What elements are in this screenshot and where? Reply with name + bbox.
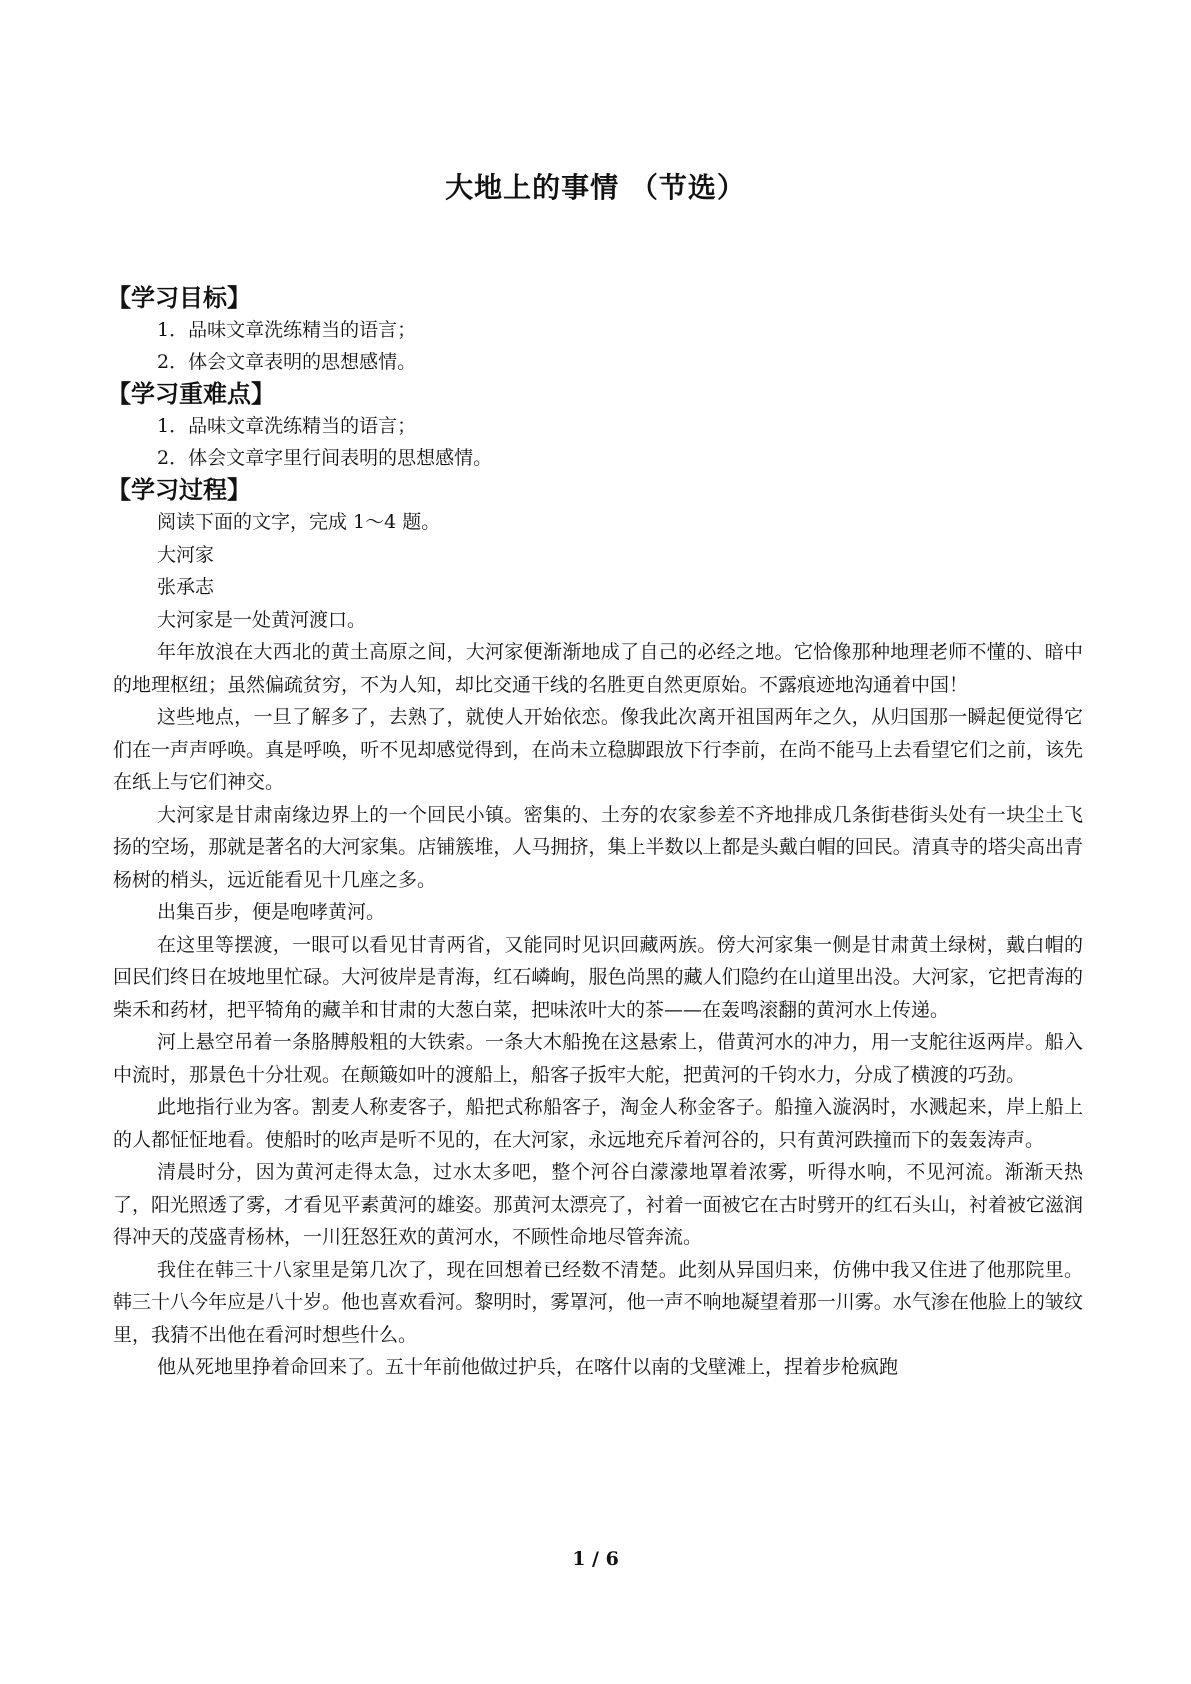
instruction-paragraph: 阅读下面的文字，完成 1～4 题。 xyxy=(157,511,441,533)
key-point-item: 2．体会文章字里行间表明的思想感情。 xyxy=(157,447,493,469)
section-heading-objectives: 【学习目标】 xyxy=(107,284,251,312)
objective-item: 2．体会文章表明的思想感情。 xyxy=(157,351,417,373)
body-paragraph: 大河家是一处黄河渡口。 xyxy=(157,608,367,631)
body-paragraph: 清晨时分，因为黄河走得太急，过水太多吧，整个河谷白濛濛地罩着浓雾，听得水响，不见河流。渐渐天热了，阳光照透了雾，才看见平素黄河的雄姿。那黄河太漂亮了，衬着一面被它在古时劈开的红石头山，衬着被它滋润得冲天的茂盛青杨林，一川狂怒狂欢的黄河水，不顾性命地尽管奔流。 xyxy=(113,1161,1083,1248)
body-paragraph: 他从死地里挣着命回来了。五十年前他做过护兵，在喀什以南的戈壁滩上，捏着步枪疯跑 xyxy=(157,1356,899,1378)
article-title: 大河家 xyxy=(157,543,215,566)
body-paragraph: 大河家是甘肃南缘边界上的一个回民小镇。密集的、土夯的农家参差不齐地排成几条街巷街头处有一块尘土飞扬的空场，那就是著名的大河家集。店铺簇堆，人马拥挤，集上半数以上都是头戴白帽的回民。清真寺的塔尖高出青杨树的梢头，远近能看见十几座之多。 xyxy=(113,803,1083,891)
body-paragraph: 我住在韩三十八家里是第几次了，现在回想着已经数不清楚。此刻从异国归来，仿佛中我又住进了他那院里。韩三十八今年应是八十岁。他也喜欢看河。黎明时，雾罩河，他一声不响地凝望着那一川雾。水气渗在他脸上的皱纹里，我猜不出他在看河时想些什么。 xyxy=(113,1258,1083,1346)
article-author: 张承志 xyxy=(157,576,215,598)
body-paragraph: 此地指行业为客。割麦人称麦客子，船把式称船客子，淘金人称金客子。船撞入漩涡时，水溅起来，岸上船上的人都怔怔地看。使船时的吆声是听不见的，在大河家，永远地充斥着河谷的，只有黄河跌撞而下的轰轰涛声。 xyxy=(113,1096,1083,1151)
key-point-item: 1．品味文章洗练精当的语言； xyxy=(157,415,417,437)
body-paragraph: 河上悬空吊着一条胳膊般粗的大铁索。一条大木船挽在这悬索上，借黄河水的冲力，用一支舵往返两岸。船入中流时，那景色十分壮观。在颠簸如叶的渡船上，船客子扳牢大舵，把黄河的千钧水力，分成了横渡的巧劲。 xyxy=(113,1031,1083,1086)
body-paragraph: 出集百步，便是咆哮黄河。 xyxy=(157,901,386,923)
body-paragraph: 年年放浪在大西北的黄土高原之间，大河家便渐渐地成了自己的必经之地。它恰像那种地理老师不懂的、暗中的地理枢纽；虽然偏疏贫穷，不为人知，却比交通干线的名胜更自然更原始。不露痕迹地沟通着中国！ xyxy=(113,641,1083,696)
section-heading-process: 【学习过程】 xyxy=(107,476,251,504)
document-body xyxy=(107,282,1083,1384)
document-title: 大地上的事情 （节选） xyxy=(445,171,746,204)
body-paragraph: 这些地点，一旦了解多了，去熟了，就使人开始依恋。像我此次离开祖国两年之久，从归国那一瞬起便觉得它们在一声声呼唤。真是呼唤，听不见却感觉得到，在尚未立稳脚跟放下行李前，在尚不能马上去看望它们之前，该先在纸上与它们神交。 xyxy=(113,706,1083,793)
body-paragraph: 在这里等摆渡，一眼可以看见甘青两省，又能同时见识回藏两族。傍大河家集一侧是甘肃黄土绿树，戴白帽的回民们终日在坡地里忙碌。大河彼岸是青海，红石嶙峋，服色尚黑的藏人们隐约在山道里出没。大河家，它把青海的柴禾和药材，把平犄角的藏羊和甘肃的大葱白菜，把味浓叶大的茶——在轰鸣滚翻的黄河水上传递。 xyxy=(113,933,1083,1021)
page-number: 1 / 6 xyxy=(572,1548,619,1570)
section-heading-key-points: 【学习重难点】 xyxy=(107,380,275,408)
objective-item: 1．品味文章洗练精当的语言； xyxy=(157,319,417,341)
